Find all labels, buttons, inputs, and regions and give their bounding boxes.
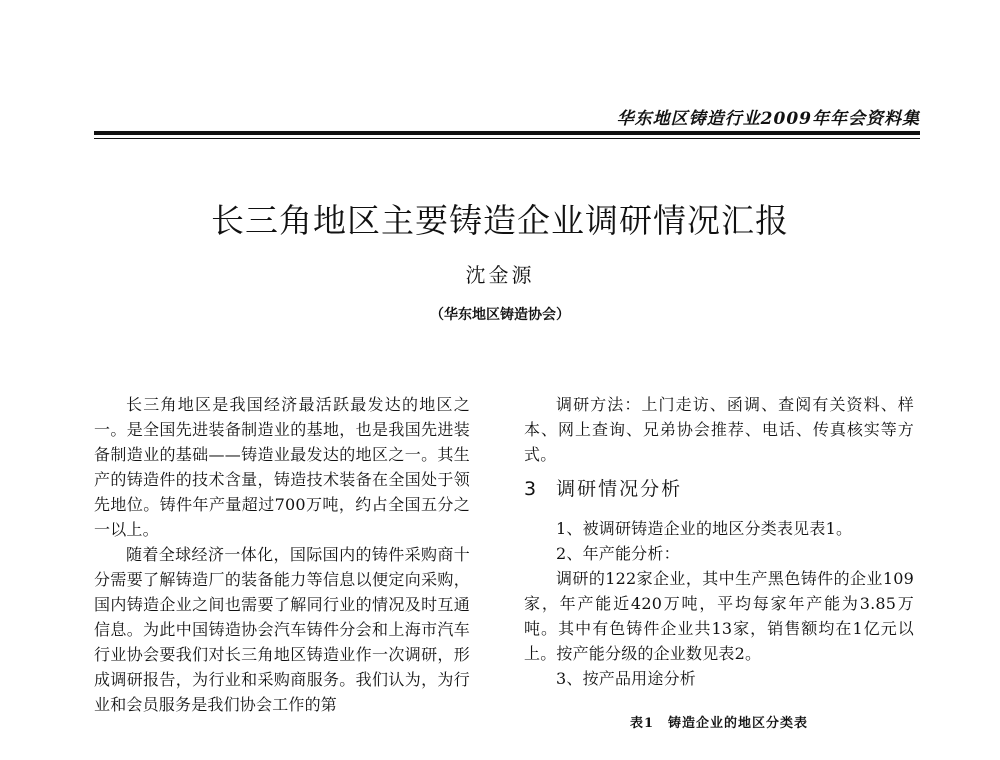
right-column	[524, 392, 914, 736]
article-title: 长三角地区主要铸造企业调研情况汇报	[211, 201, 789, 240]
left-paragraph-2: 随着全球经济一体化，国际国内的铸件采购商十分需要了解铸造厂的装备能力等信息以便定向采购，国内铸造企业之间也需要了解同行业的情况及时互通信息。为此中国铸造协会汽车铸件分会和上海市汽车行业协会要我们对长三角地区铸造业作一次调研，形成调研报告，为行业和采购商服务。我们认为，为行业和会员服务是我们协会工作的第	[94, 545, 470, 714]
article-affiliation: （华东地区铸造协会）	[430, 307, 570, 323]
list-item-2: 2、年产能分析：	[556, 544, 680, 563]
article-author: 沈金源	[465, 263, 535, 287]
left-column	[94, 392, 470, 717]
analysis-paragraph: 调研的122家企业，其中生产黑色铸件的企业109家，年产能近420万吨，平均每家年产能为3.85万吨。其中有色铸件企业共13家，销售额均在1亿元以上。按产能分级的企业数见表2。	[524, 569, 914, 663]
section-number: 3	[524, 478, 539, 500]
header-rule-thin	[94, 138, 920, 139]
left-paragraph-1: 长三角地区是我国经济最活跃最发达的地区之一。是全国先进装备制造业的基地，也是我国先进装备制造业的基础——铸造业最发达的地区之一。其生产的铸造件的技术含量，铸造技术装备在全国处于领先地位。铸件年产量超过700万吨，约占全国五分之一以上。	[94, 395, 470, 539]
running-header: 华东地区铸造行业2009年年会资料集	[616, 109, 920, 129]
header-rule-thick	[94, 131, 920, 135]
list-item-3: 3、按产品用途分析	[556, 669, 696, 688]
list-item-1: 1、被调研铸造企业的地区分类表见表1。	[556, 519, 853, 538]
method-paragraph: 调研方法：上门走访、函调、查阅有关资料、样本、网上查询、兄弟协会推荐、电话、传真核实等方式。	[524, 395, 914, 464]
section-heading	[524, 477, 914, 502]
section-title: 调研情况分析	[556, 478, 683, 500]
table-caption: 表1 铸造企业的地区分类表	[629, 716, 809, 731]
